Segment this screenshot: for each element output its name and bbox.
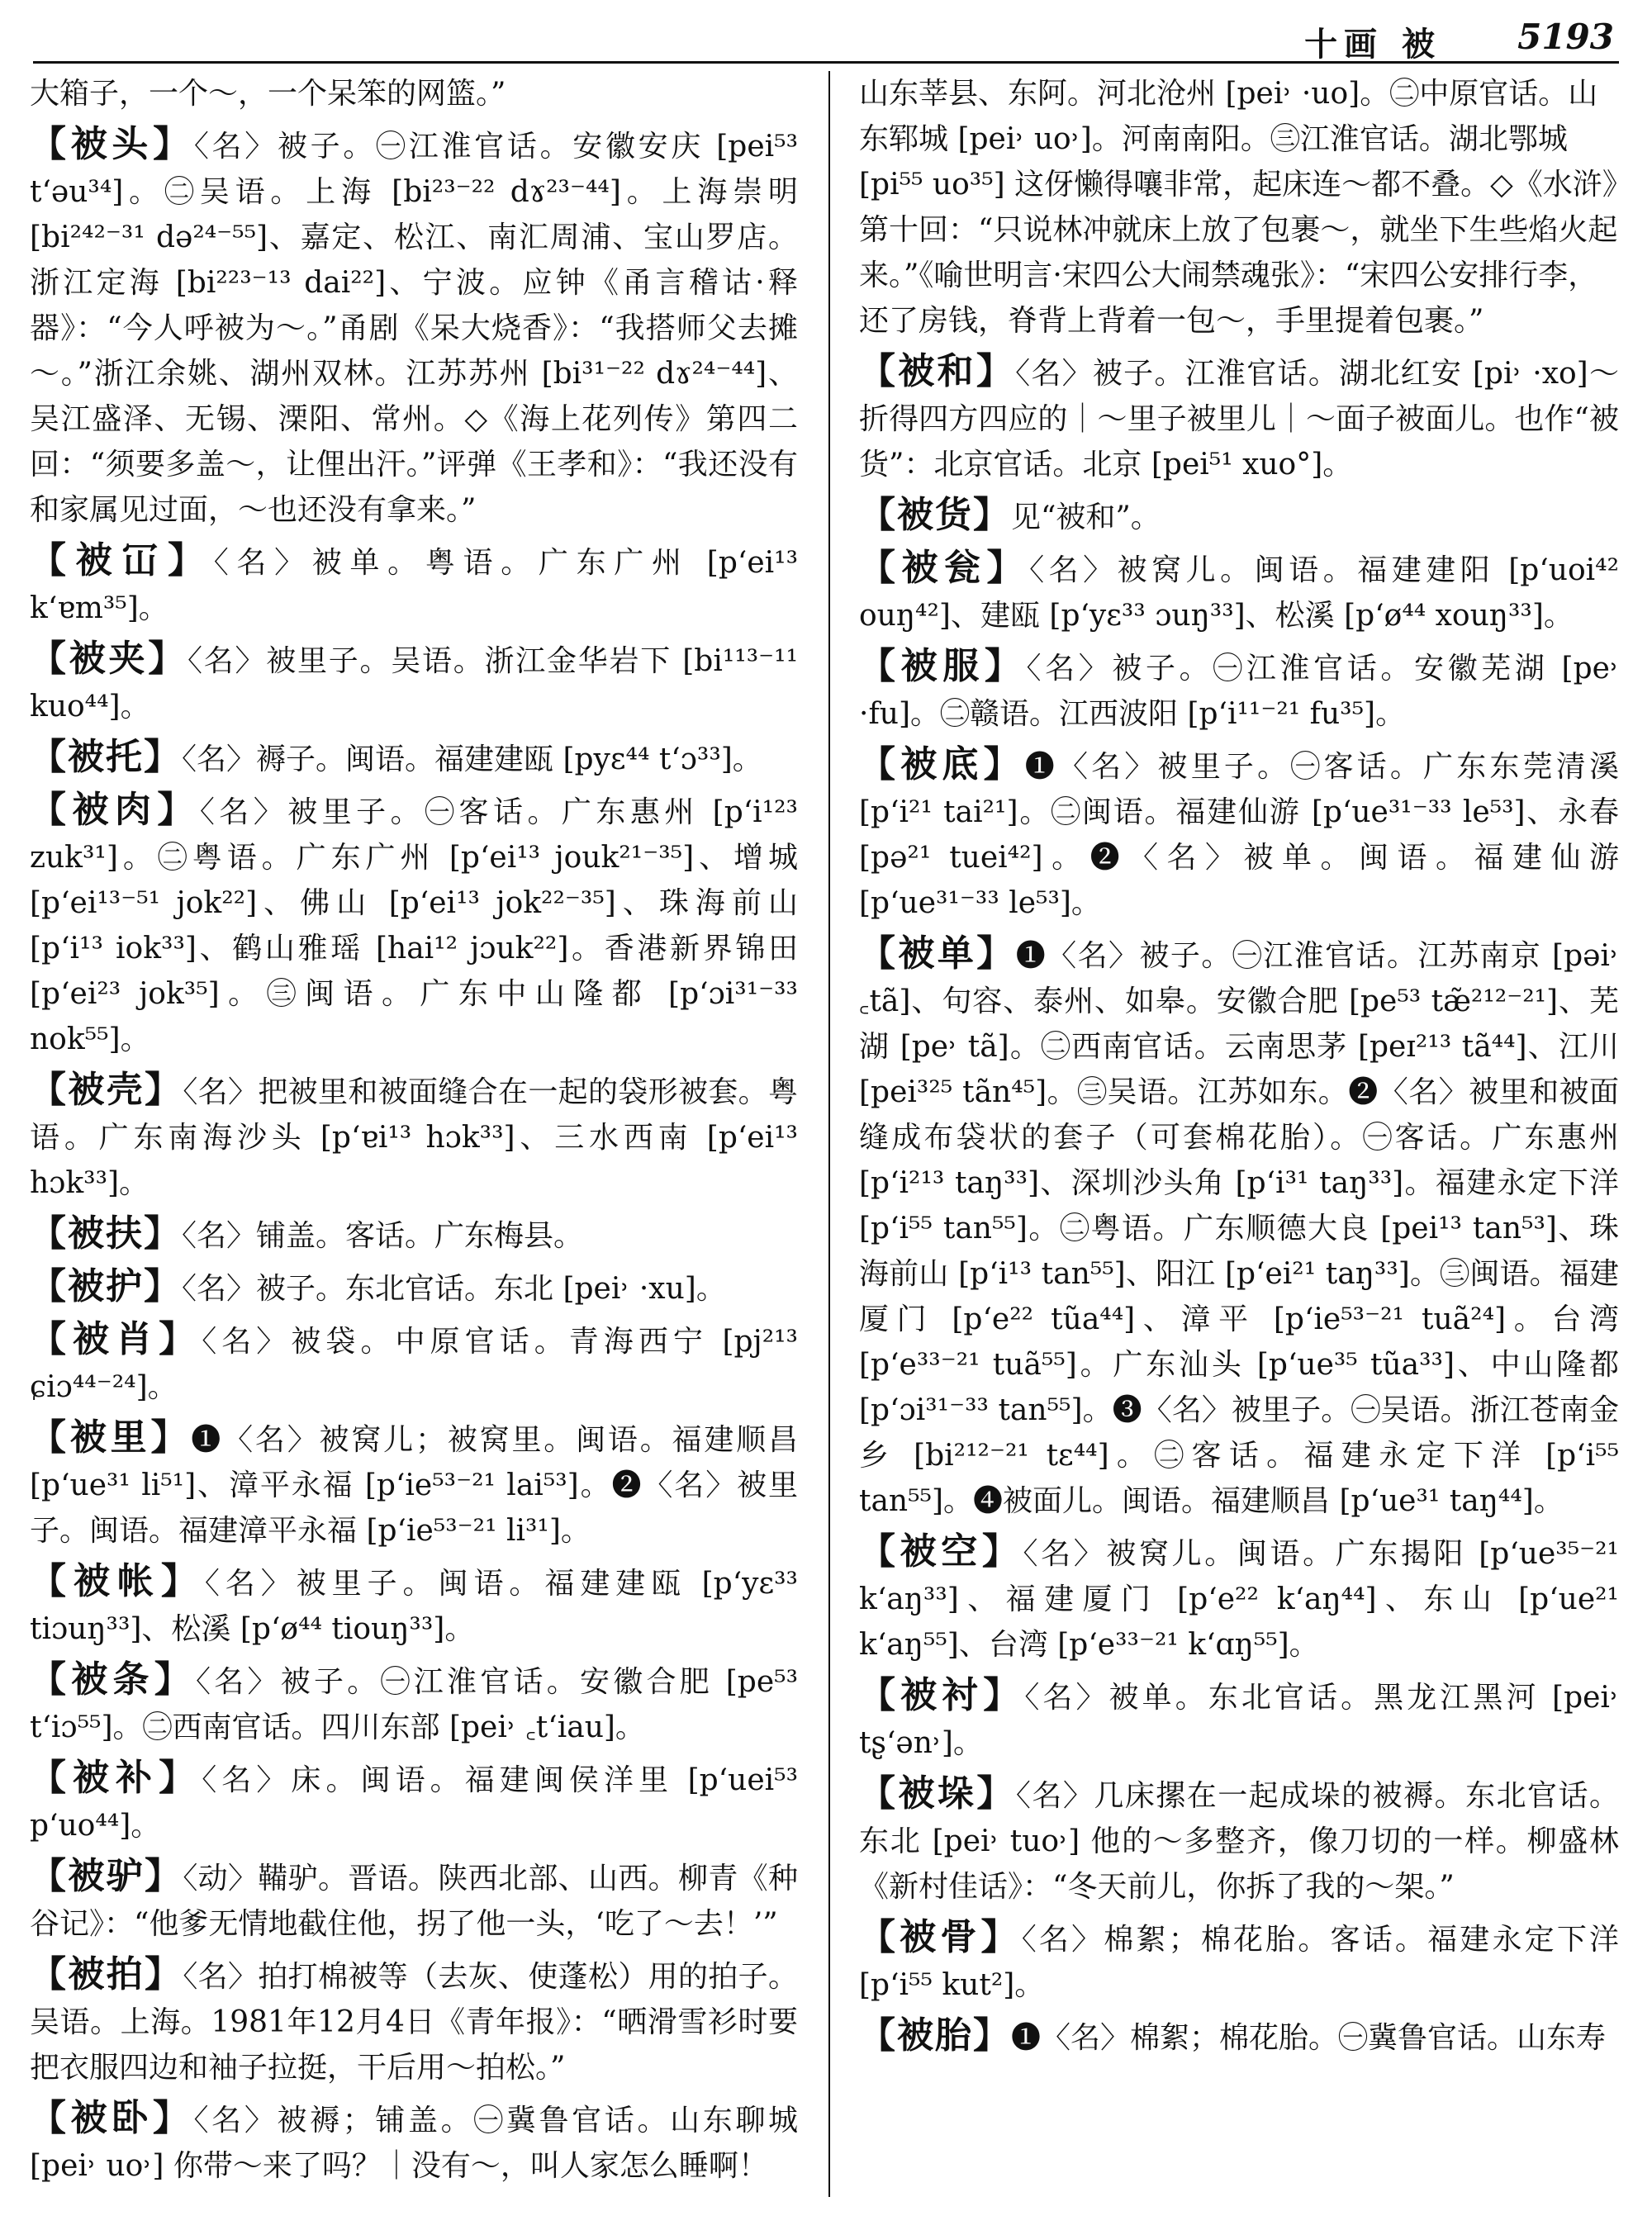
entry-headword: 【被货】 bbox=[859, 494, 1011, 536]
entry-definition: 〈名〉几床摞在一起成垛的被褥。东北官话。东北 [pei˒ tuo˒] 他的～多整齐，像刀切的一样。柳盛林《新村佳话》：“冬天前儿，你拆了我的～架。” bbox=[859, 1779, 1619, 1904]
dictionary-entry bbox=[30, 636, 798, 729]
dictionary-entry bbox=[30, 1657, 798, 1750]
dictionary-entry bbox=[30, 1067, 798, 1206]
page-number: 5193 bbox=[1517, 17, 1614, 57]
entry-headword: 【被头】 bbox=[30, 123, 194, 165]
dictionary-entry bbox=[859, 742, 1619, 926]
dictionary-entry bbox=[30, 1559, 798, 1652]
entry-headword: 【被空】 bbox=[859, 1530, 1023, 1573]
column-divider bbox=[828, 71, 830, 2197]
header-rule bbox=[33, 61, 1619, 64]
entry-headword: 【被垛】 bbox=[859, 1772, 1016, 1815]
entry-headword: 【被拍】 bbox=[30, 1953, 183, 1995]
dictionary-entry bbox=[30, 734, 798, 782]
entry-headword: 【被肉】 bbox=[30, 789, 200, 831]
entry-definition: 〈动〉鞴驴。晋语。陕西北部、山西。柳青《种谷记》：“他爹无情地截住他，拐了他一头，‘吃了～去！’” bbox=[30, 1862, 798, 1941]
dictionary-entry bbox=[859, 931, 1619, 1524]
entry-headword: 【被护】 bbox=[30, 1265, 182, 1307]
dictionary-entry bbox=[859, 349, 1619, 487]
entry-definition: 〈名〉被里子。㊀客话。广东惠州 [p‘i¹²³ zuk³¹]。㊁粤语。广东广州 [p‘ei¹³ jouk²¹⁻³⁵]、增城 [p‘ei¹³⁻⁵¹ jok²²]、佛山 [p‘ei¹³ jok²²⁻³⁵]、珠海前山 [p‘i¹³ iok³³]、鹤山雅瑶 [hai¹² jɔuk²²]。香港新界锦田 [p‘ei²³ jok³⁵]。㊂闽语。广东中山隆都 [p‘ɔi³¹⁻³³ nok⁵⁵]。 bbox=[30, 795, 798, 1056]
dictionary-entry bbox=[30, 1853, 798, 1947]
entry-headword: 【被托】 bbox=[30, 736, 182, 778]
entry-headword: 【被和】 bbox=[859, 350, 1016, 392]
entry-definition: 〈名〉被单。粤语。广东广州 [p‘ei¹³ k‘ɐm³⁵]。 bbox=[30, 546, 798, 625]
entry-definition: 〈名〉被窝儿。闽语。福建建阳 [p‘uoi⁴² ouŋ⁴²]、建瓯 [p‘yɛ³³ ɔuŋ³³]、松溪 [p‘ø⁴⁴ xouŋ³³]。 bbox=[859, 553, 1619, 633]
dictionary-entry bbox=[30, 1952, 798, 2090]
dictionary-entry bbox=[859, 1672, 1619, 1766]
entry-definition: 〈名〉把被里和被面缝合在一起的袋形被套。粤语。广东南海沙头 [p‘ɐi¹³ hɔk³³]、三水西南 [p‘ei¹³ hɔk³³]。 bbox=[30, 1075, 798, 1200]
entry-headword: 【被服】 bbox=[859, 645, 1027, 687]
dictionary-entry bbox=[30, 1211, 798, 1259]
entry-headword: 【被帐】 bbox=[30, 1560, 205, 1602]
entry-definition: 〈名〉被里子。闽语。福建建瓯 [p‘yɛ³³ tiɔuŋ³³]、松溪 [p‘ø⁴⁴ tiouŋ³³]。 bbox=[30, 1567, 798, 1646]
entry-definition: 〈名〉棉絮；棉花胎。客话。福建永定下洋 [p‘i⁵⁵ kut²]。 bbox=[859, 1923, 1619, 2002]
entry-list bbox=[859, 349, 1619, 2061]
entry-definition: 〈名〉被窝儿。闽语。广东揭阳 [p‘ue³⁵⁻²¹ k‘aŋ³³]、福建厦门 [p‘e²² k‘aŋ⁴⁴]、东山 [p‘ue²¹ k‘aŋ⁵⁵]、台湾 [p‘e³³⁻²¹ k‘ɑŋ⁵⁵]。 bbox=[859, 1537, 1619, 1662]
entry-headword: 【被卧】 bbox=[30, 2097, 194, 2139]
entry-headword: 【被骨】 bbox=[859, 1916, 1022, 1958]
entry-headword: 【被瓮】 bbox=[859, 547, 1030, 589]
entry-headword: 【被底】 bbox=[859, 743, 1025, 785]
entry-definition: ❶〈名〉被子。㊀江淮官话。江苏南京 [pəi˒ ꜀tã]、句容、泰州、如皋。安徽合肥 [pe⁵³ tæ̃²¹²⁻²¹]、芜湖 [pe˒ tã]。㊁西南官话。云南思茅 [peɪ²¹³ tã⁴⁴]、江川 [pei³²⁵ tãn⁴⁵]。㊂吴语。江苏如东。❷〈名〉被里和被面缝成布袋状的套子（可套棉花胎）。㊀客话。广东惠州 [p‘i²¹³ taŋ³³]、深圳沙头角 [p‘i³¹ taŋ³³]。福建永定下洋 [p‘i⁵⁵ tan⁵⁵]。㊁粤语。广东顺德大良 [pei¹³ tan⁵³]、珠海前山 [p‘i¹³ tan⁵⁵]、阳江 [p‘ei²¹ taŋ³³]。㊂闽语。福建厦门 [p‘e²² tũa⁴⁴]、漳平 [p‘ie⁵³⁻²¹ tuã²⁴]。台湾 [p‘e³³⁻²¹ tuã⁵⁵]。广东汕头 [p‘ue³⁵ tũa³³]、中山隆都 [p‘ɔi³¹⁻³³ tan⁵⁵]。❸〈名〉被里子。㊀吴语。浙江苍南金乡 [bi²¹²⁻²¹ tɛ⁴⁴]。㊁客话。福建永定下洋 [p‘i⁵⁵ tan⁵⁵]。❹被面儿。闽语。福建顺昌 [p‘ue³¹ taŋ⁴⁴]。 bbox=[859, 939, 1619, 1518]
dictionary-entry bbox=[30, 2095, 798, 2189]
entry-headword: 【被里】 bbox=[30, 1416, 192, 1459]
entry-definition: 〈名〉被褥；铺盖。㊀冀鲁官话。山东聊城 [pei˒ uo˒] 你带～来了吗？｜没有～，叫人家怎么睡啊！ bbox=[30, 2104, 798, 2183]
entry-definition: 〈名〉被子。东北官话。东北 [pei˒ ·xu]。 bbox=[182, 1272, 726, 1306]
entry-definition: 〈名〉被子。㊀江淮官话。安徽安庆 [pei⁵³ t‘əu³⁴]。㊁吴语。上海 [bi²³⁻²² dɤ²³⁻⁴⁴]。上海崇明 [bi²⁴²⁻³¹ də²⁴⁻⁵⁵]、嘉定、松江、南汇周浦、宝山罗店。浙江定海 [bi²²³⁻¹³ dai²²]、宁波。应钟《甬言稽诂·释器》：“今人呼被为～。”甬剧《呆大烧香》：“我搭师父去摊～。”浙江余姚、湖州双林。江苏苏州 [bi³¹⁻²² dɤ²⁴⁻⁴⁴]、吴江盛泽、无锡、溧阳、常州。◇《海上花列传》第四二回：“须要多盖～，让俚出汗。”评弹《王孝和》：“我还没有和家属见过面，～也还没有拿来。” bbox=[30, 130, 798, 527]
dictionary-entry bbox=[859, 1529, 1619, 1668]
entry-definition: 〈名〉被袋。中原官话。青海西宁 [pj²¹³ ɕiɔ⁴⁴⁻²⁴]。 bbox=[30, 1325, 798, 1404]
entry-definition: 〈名〉被子。江淮官话。湖北红安 [pi˒ ·xo]～折得四方四应的｜～里子被里儿｜～面子被面儿。也作“被货”：北京官话。北京 [pei⁵¹ xuo°]。 bbox=[859, 357, 1619, 482]
entry-definition: 〈名〉褥子。闽语。福建建瓯 [pyɛ⁴⁴ t‘ɔ³³]。 bbox=[182, 743, 762, 776]
entry-definition: 〈名〉床。闽语。福建闽侯洋里 [p‘uei⁵³ p‘uo⁴⁴]。 bbox=[30, 1763, 798, 1843]
entry-headword: 【被扶】 bbox=[30, 1212, 182, 1255]
dictionary-entry bbox=[859, 1771, 1619, 1910]
entry-headword: 【被胎】 bbox=[859, 2014, 1011, 2057]
entry-definition: ❶〈名〉棉絮；棉花胎。㊀冀鲁官话。山东寿 bbox=[1011, 2021, 1607, 2055]
right-column bbox=[859, 71, 1619, 2205]
entry-definition: 〈名〉拍打棉被等（去灰、使蓬松）用的拍子。吴语。上海。1981年12月4日《青年报》：“晒滑雪衫时要把衣服四边和袖子拉挺，干后用～拍松。” bbox=[30, 1960, 798, 2085]
entry-definition: 〈名〉铺盖。客话。广东梅县。 bbox=[182, 1219, 584, 1253]
left-column bbox=[30, 71, 798, 2205]
entry-headword: 【被壳】 bbox=[30, 1069, 183, 1111]
continuation-text: 山东莘县、东阿。河北沧州 [pei˒ ·uo]。㊁中原官话。山东郓城 [pei˒ uo˒]。河南南阳。㊂江淮官话。湖北鄂城 [pi⁵⁵ uo³⁵] 这伢懒得嚷非常，起床连～都不叠。◇《水浒》第十回：“只说林冲就床上放了包裹～，就坐下生些焰火起来。”《喻世明言·宋四公大闹禁魂张》：“宋四公安排行李，还了房钱，脊背上背着一包～，手里提着包裹。” bbox=[859, 77, 1618, 338]
entry-definition: 〈名〉被子。㊀江淮官话。安徽芜湖 [pe˒ ·fu]。㊁赣语。江西波阳 [p‘i¹¹⁻²¹ fu³⁵]。 bbox=[859, 652, 1619, 731]
entry-definition: 〈名〉被里子。吴语。浙江金华岩下 [bi¹¹³⁻¹¹ kuo⁴⁴]。 bbox=[30, 644, 798, 724]
entry-definition: 〈名〉被子。㊀江淮官话。安徽合肥 [pe⁵³ t‘iɔ⁵⁵]。㊁西南官话。四川东部 [pei˒ ꜀t‘iau]。 bbox=[30, 1665, 798, 1744]
continuation-text: 大箱子，一个～，一个呆笨的网篮。” bbox=[30, 77, 506, 111]
entry-headword: 【被驴】 bbox=[30, 1855, 183, 1897]
dictionary-entry bbox=[30, 538, 798, 631]
dictionary-entry bbox=[30, 787, 798, 1062]
dictionary-entry bbox=[859, 643, 1619, 737]
entry-headword: 【被衬】 bbox=[859, 1674, 1025, 1716]
dictionary-entry bbox=[30, 1317, 798, 1410]
dictionary-entry bbox=[859, 2013, 1619, 2061]
dictionary-entry bbox=[859, 1914, 1619, 2008]
dictionary-entry bbox=[30, 1415, 798, 1554]
dictionary-entry bbox=[30, 121, 798, 533]
entry-definition: 〈名〉被单。东北官话。黑龙江黑河 [pei˒ tʂ‘ən˒]。 bbox=[859, 1681, 1619, 1760]
entry-headword: 【被冚】 bbox=[30, 539, 214, 581]
running-head: 十画 被 bbox=[1304, 25, 1441, 64]
dictionary-entry bbox=[30, 1755, 798, 1848]
entry-headword: 【被夹】 bbox=[30, 638, 188, 680]
dictionary-entry bbox=[859, 492, 1619, 540]
dictionary-entry bbox=[30, 1264, 798, 1312]
entry-definition: 见“被和”。 bbox=[1011, 501, 1161, 534]
entry-headword: 【被补】 bbox=[30, 1757, 202, 1799]
entry-headword: 【被条】 bbox=[30, 1658, 197, 1701]
entry-definition: ❶〈名〉被窝儿；被窝里。闽语。福建顺昌 [p‘ue³¹ li⁵¹]、漳平永福 [p‘ie⁵³⁻²¹ lai⁵³]。❷〈名〉被里子。闽语。福建漳平永福 [p‘ie⁵³⁻²¹ li³¹]。 bbox=[30, 1423, 798, 1548]
entry-headword: 【被肖】 bbox=[30, 1318, 202, 1360]
dictionary-entry bbox=[859, 545, 1619, 638]
entry-list bbox=[30, 121, 798, 2189]
page-header bbox=[33, 0, 1619, 64]
entry-headword: 【被单】 bbox=[859, 932, 1016, 975]
entry-definition: ❶〈名〉被里子。㊀客话。广东东莞清溪 [p‘i²¹ tai²¹]。㊁闽语。福建仙游 [p‘ue³¹⁻³³ le⁵³]、永春 [pə²¹ tuei⁴²]。❷〈名〉被单。闽语。福建仙游 [p‘ue³¹⁻³³ le⁵³]。 bbox=[859, 750, 1619, 920]
